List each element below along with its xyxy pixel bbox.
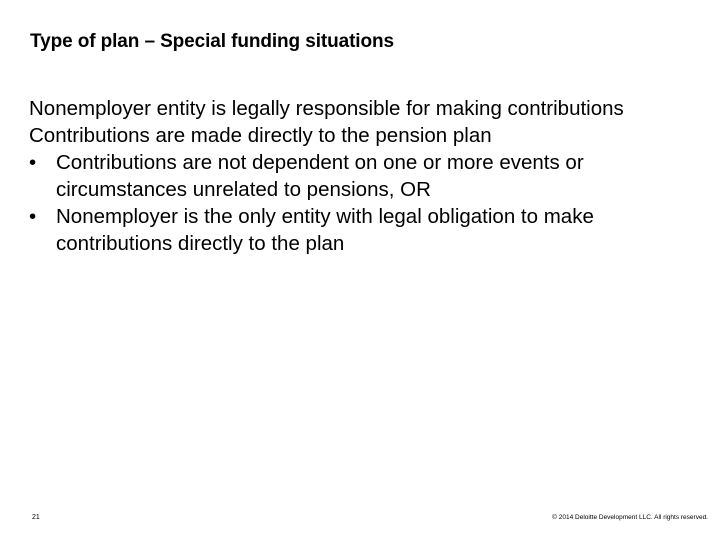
bullet-dot-icon: •	[29, 205, 37, 228]
bullet-text-2: Nonemployer is the only entity with legal obligation to make contributions directly to the plan	[56, 205, 594, 255]
page-number: 21	[32, 514, 40, 521]
bullet-dot-icon: •	[29, 151, 37, 174]
bullet-item-2	[29, 203, 699, 257]
bullet-text-1: Contributions are not dependent on one or more events or circumstances unrelated to pensions, OR	[56, 151, 584, 201]
copyright-notice: © 2014 Deloitte Development LLC. All rights reserved.	[552, 514, 708, 521]
slide-title: Type of plan – Special funding situations	[30, 31, 394, 52]
slide-body	[29, 95, 699, 257]
bullet-item-1	[29, 149, 699, 203]
body-paragraph-2: Contributions are made directly to the pension plan	[29, 124, 492, 147]
body-paragraph-1: Nonemployer entity is legally responsible for making contributions	[29, 97, 624, 120]
